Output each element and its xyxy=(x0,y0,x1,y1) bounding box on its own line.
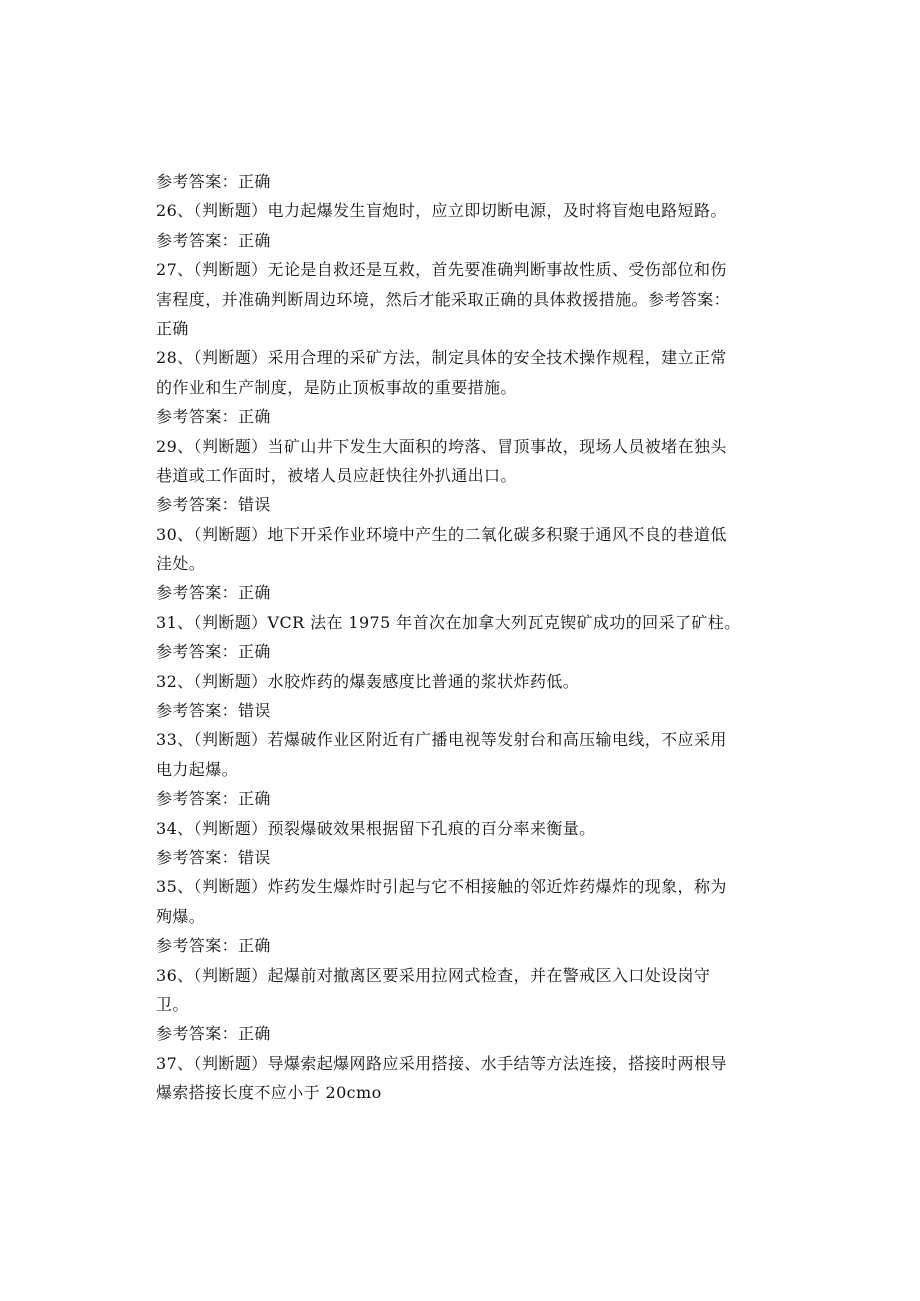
text-line: 电力起爆。 xyxy=(156,759,239,779)
text-line: 32、（判断题）水胶炸药的爆轰感度比普通的浆状炸药低。 xyxy=(156,671,580,691)
text-line: 巷道或工作面时，被堵人员应赶快往外扒通出口。 xyxy=(156,465,517,485)
text-line: 参考答案：错误 xyxy=(156,701,271,721)
text-line: 30、（判断题）地下开采作业环境中产生的二氧化碳多积聚于通风不良的巷道低 xyxy=(156,524,727,544)
text-line: 34、（判断题）预裂爆破效果根据留下孔痕的百分率来衡量。 xyxy=(156,818,596,838)
text-line: 参考答案：错误 xyxy=(156,495,271,515)
text-line: 28、（判断题）采用合理的采矿方法，制定具体的安全技术操作规程，建立正常 xyxy=(156,348,727,368)
text-line: 参考答案：正确 xyxy=(156,230,271,250)
text-line: 33、（判断题）若爆破作业区附近有广播电视等发射台和高压输电线，不应采用 xyxy=(156,730,727,750)
text-line: 参考答案：正确 xyxy=(156,642,271,662)
text-line: 31、（判断题）VCR 法在 1975 年首次在加拿大列瓦克锲矿成功的回采了矿柱。 xyxy=(156,612,741,632)
text-line: 正确 xyxy=(156,318,189,338)
text-line: 爆索搭接长度不应小于 20cmo xyxy=(156,1083,382,1103)
text-line: 35、（判断题）炸药发生爆炸时引起与它不相接触的邻近炸药爆炸的现象，称为 xyxy=(156,877,727,897)
text-line: 殉爆。 xyxy=(156,906,206,926)
text-line: 参考答案：正确 xyxy=(156,936,271,956)
text-line: 害程度，并准确判断周边环境，然后才能采取正确的具体救援措施。参考答案： xyxy=(156,289,731,309)
text-line: 36、（判断题）起爆前对撤离区要采用拉网式检查，并在警戒区入口处设岗守 xyxy=(156,965,711,985)
text-line: 37、（判断题）导爆索起爆网路应采用搭接、水手结等方法连接，搭接时两根导 xyxy=(156,1053,727,1073)
text-line: 参考答案：正确 xyxy=(156,789,271,809)
document-page xyxy=(156,167,756,1108)
text-line: 参考答案：正确 xyxy=(156,172,271,191)
text-line: 参考答案：正确 xyxy=(156,407,271,427)
text-line: 的作业和生产制度，是防止顶板事故的重要措施。 xyxy=(156,377,517,397)
text-line: 29、（判断题）当矿山井下发生大面积的垮落、冒顶事故，现场人员被堵在独头 xyxy=(156,436,727,456)
text-line: 洼处。 xyxy=(156,554,206,574)
text-line: 参考答案：正确 xyxy=(156,1024,271,1044)
text-line: 参考答案：错误 xyxy=(156,847,271,867)
text-line: 卫。 xyxy=(156,994,189,1014)
text-line: 27、（判断题）无论是自救还是互救，首先要准确判断事故性质、受伤部位和伤 xyxy=(156,260,727,280)
text-line: 26、（判断题）电力起爆发生盲炮时，应立即切断电源，及时将盲炮电路短路。 xyxy=(156,201,727,221)
text-line: 参考答案：正确 xyxy=(156,583,271,603)
